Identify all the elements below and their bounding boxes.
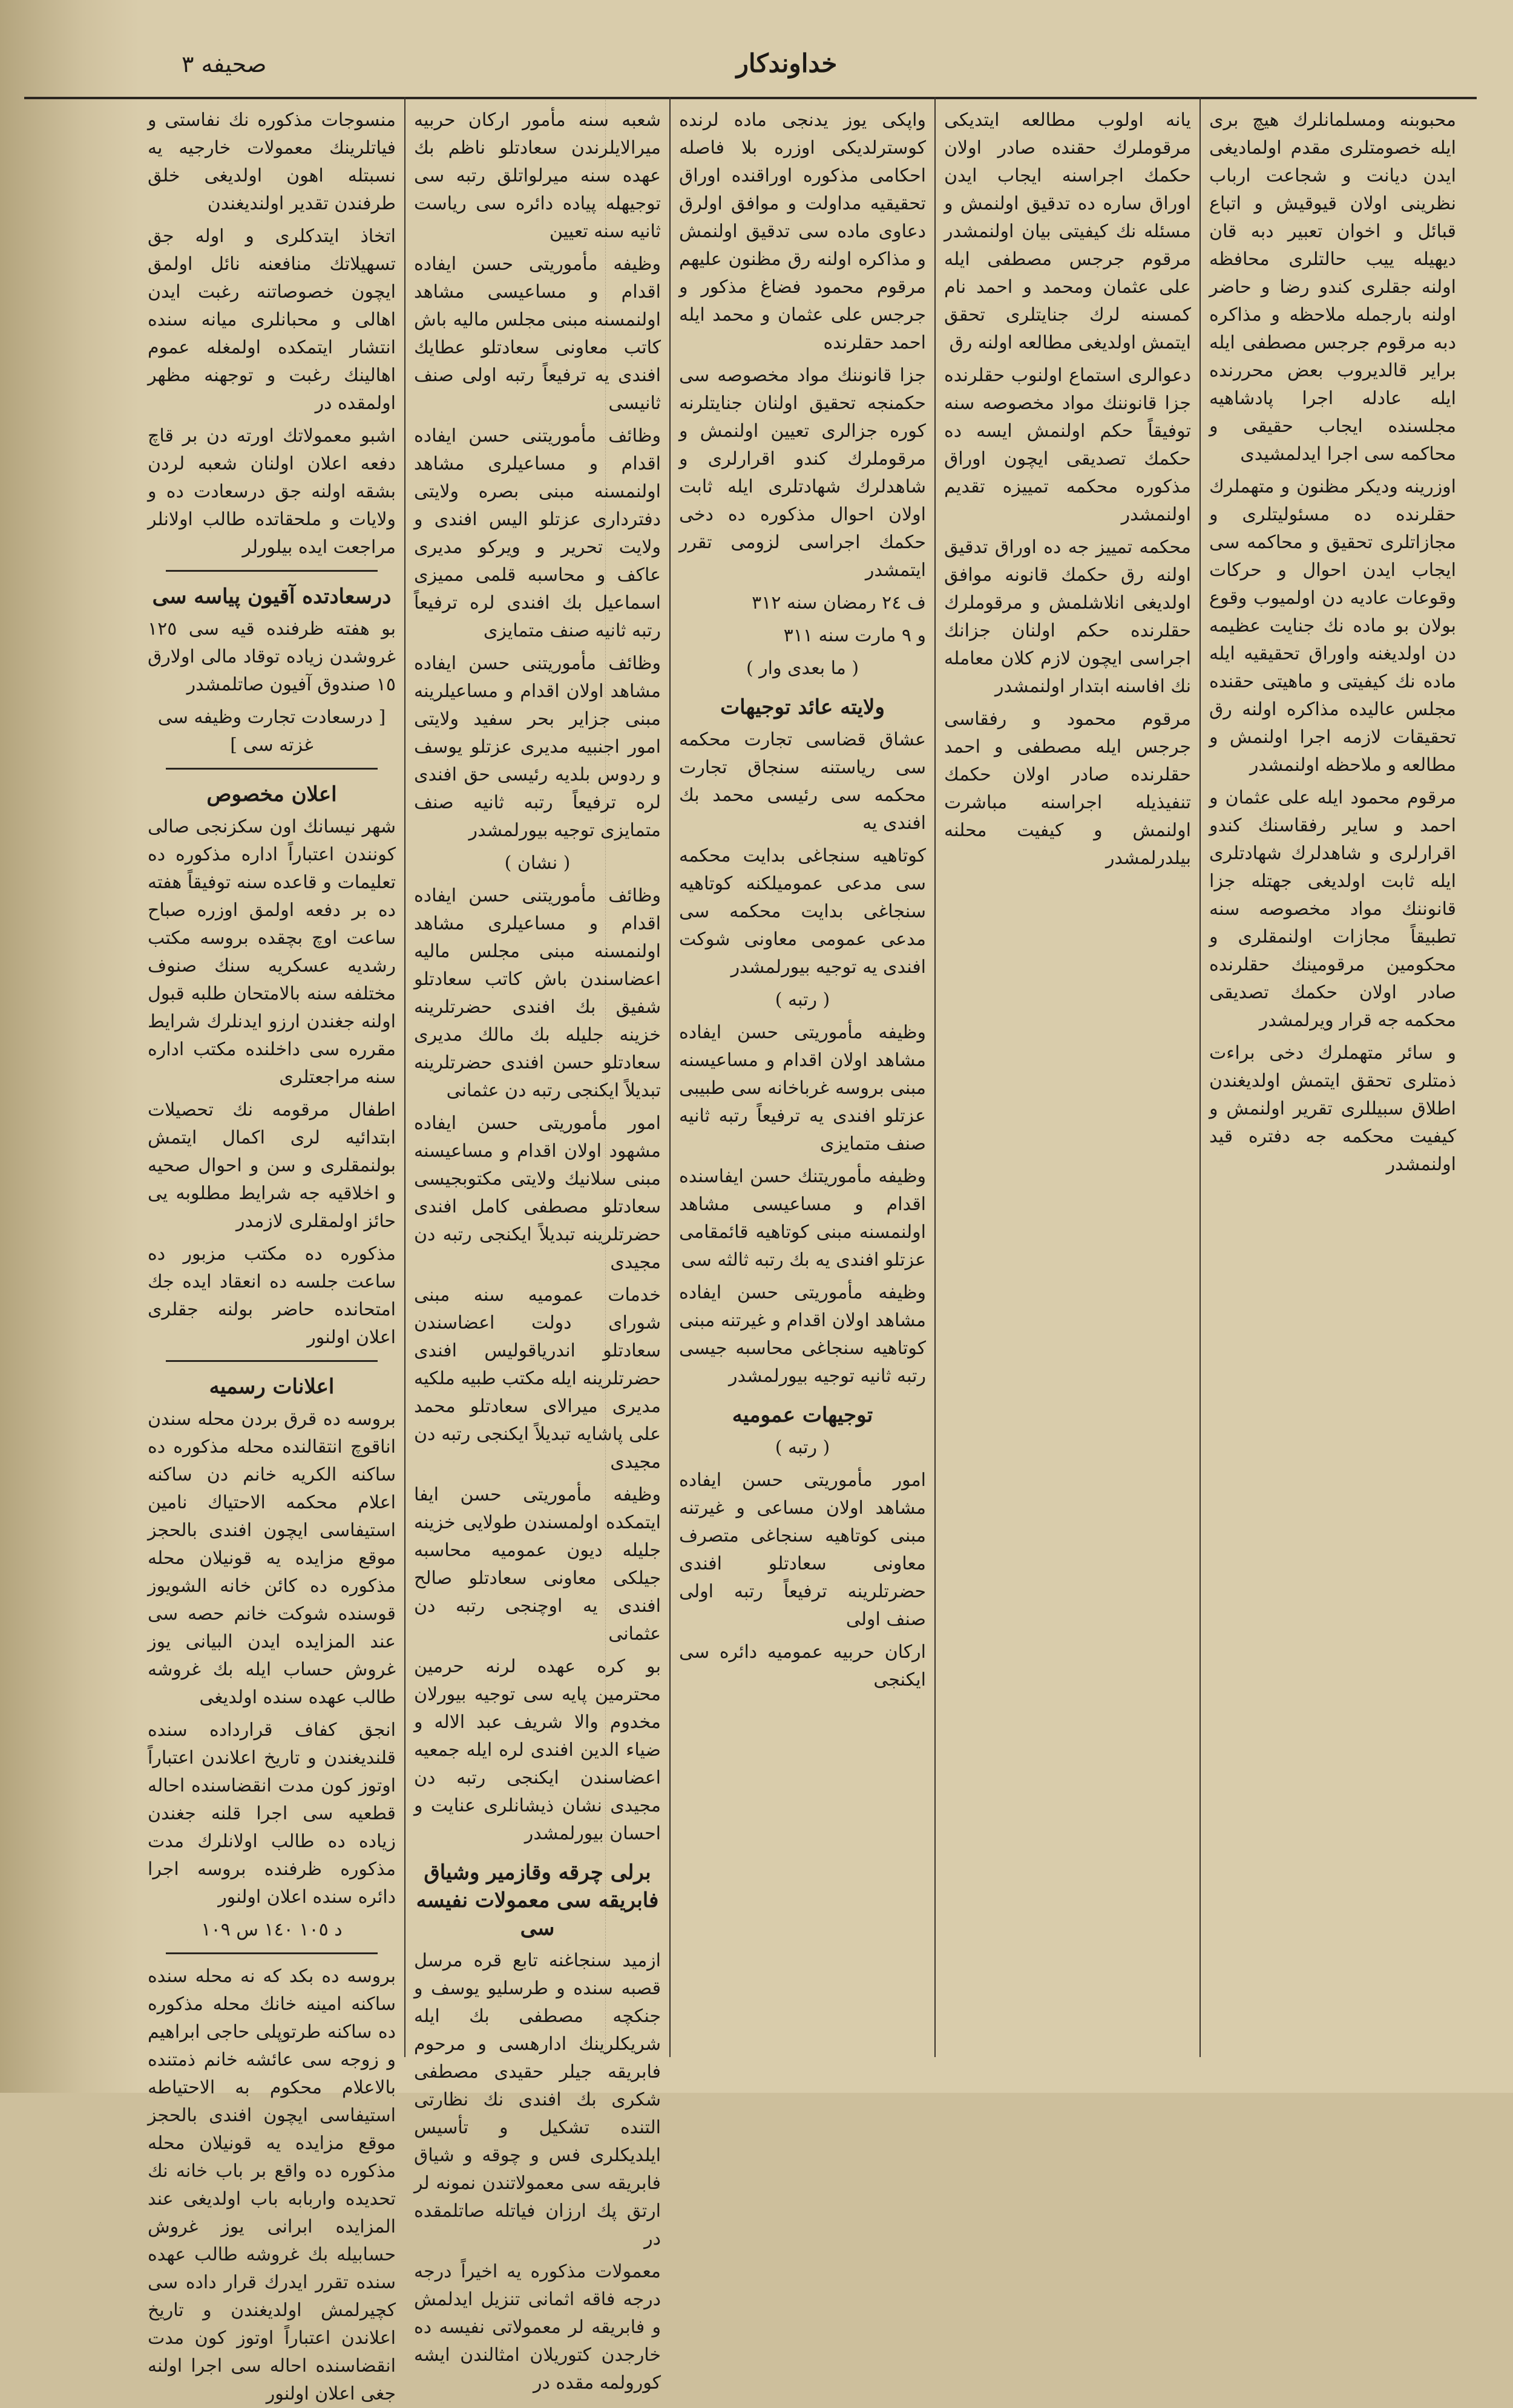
text-column-5 (139, 97, 404, 2404)
article-paragraph: انجق كفاف قرارداده سنده قلنديغندن و تاريخ اعلاندن اعتباراً اوتوز كون مدت انقضاسنده احاله قطعيه سى اجرا قلنه جغندن زياده ده طالب اولانلرك مدت مذكوره ظرفنده بروسه اجرا دائره سنده اعلان اولنور (148, 1719, 396, 1908)
section-subline: ( ما بعدى وار ) (746, 658, 859, 679)
section-heading: درسعادتده آقيون پياسه سى (152, 584, 392, 609)
article-paragraph: بو هفته ظرفنده قيه سى ١٢٥ غروشدن زياده توقاد مالى اولارق ١٥ صندوق آفيون صاتلمشدر (148, 618, 396, 695)
article-paragraph: وظائف مأموريتنى حسن ايفاده اقدام و مساعيلرى مشاهد اولنمسنه مبنى بصره ولايتى دفتردارى عزتلو اليس افندى و ولايت تحرير و ويركو مديرى عاكف و محاسبه قلمى مميزى اسماعيل بك افندى لره ترفيعاً رتبه ثانيه صنف متمايزى (414, 425, 661, 641)
article-paragraph: محبوبنه ومسلمانلرك هيچ برى ايله خصومتلرى مقدم اولماديغى ايدن ديانت و شجاعت ارباب نظرينى اولان قيوقيش و اتباع قبائل و اخوان تعبير دبه قان ديهيله ييب حالتلرى محافظه اولنه جقلرى كندو رضا و حاضر اولنه بارجمله ملاحظه و مذاكره دبه مرقوم جرجس مصطفى ايله براير قالديروب بعض محررنده ايله عادله اجرا پادشاهيه مجلسنده ايجاب حقيقى و محاكمه سى اجرا ايدلمشيدى (1209, 110, 1456, 465)
section-subline: ( رتبه ) (775, 989, 830, 1010)
section-subline: ( نشان ) (504, 852, 571, 874)
article-paragraph: وظائف مأموريتنى حسن ايفاده اقدام و مساعيلرى مشاهد اولنمسنه مبنى مجلس ماليه اعضاسندن باش كاتب سعادتلو شفيق بك افندى حضرتلرينه خزينه جليله بك مالك مديرى سعادتلو حسن افندى حضرتلرينه تبديلاً ايكنجى رتبه دن عثمانى (414, 885, 661, 1101)
section-heading: توجيهات عموميه (732, 1403, 873, 1427)
article-paragraph: كوتاهيه سنجاغى بدايت محكمه سى مدعى عموميلكنه كوتاهيه سنجاغى بدايت محكمه سى مدعى عمومى معاونى شوكت افندى يه توجيه بيورلمشدر (679, 845, 926, 978)
article-paragraph: اركان حربيه عموميه دائره سى ايكنجى (679, 1641, 926, 1690)
section-subline: ( رتبه ) (775, 1437, 830, 1458)
article-paragraph: بروسه ده قرق بردن محله سندن اناقوچ انتقالنده محله مذكوره ده ساكنه الكريه خانم دن ساكنه اعلام محكمه الاحتياك نامين استيفاسى ايچون افندى بالحجز موقع مزايده يه قونيلان محله مذكوره ده كائن خانه الشويوز قوسنده شوكت خانم حصه سى عند المزايده ايدن البيانى يوز غروش حساب ايله بك غروشه طالب عهده سنده اولديغى (148, 1408, 396, 1708)
section-heading: اعلان مخصوص (206, 782, 337, 806)
article-paragraph: ف ٢٤ رمضان سنه ٣١٢ (752, 592, 926, 613)
section-heading: اعلانات رسميه (209, 1375, 335, 1399)
article-paragraph: و سائر متهملرك دخى براءت ذمتلرى تحقق ايتمش اولديغندن اطلاق سبيللرى تقرير اولنمش و كيفيت محكمه جه دفتره قيد اولنمشدر (1209, 1042, 1456, 1175)
article-paragraph: بو كره عهده لرنه حرمين محترمين پايه سى توجيه بيورلان مخدوم والا شريف عبد الاله و ضياء الدين افندى لره ايله جمعيه اعضاسندن ايكنجى رتبه دن مجيدى نشان ذيشانلرى عنايت و احسان بيورلمشدر (414, 1656, 661, 1844)
article-paragraph: عشاق قضاسى تجارت محكمه سى رياستنه سنجاق تجارت محكمه سى رئيسى محمد بك افندى يه (679, 729, 926, 834)
section-divider (166, 1952, 378, 1954)
page-number: صحيفه ٣ (182, 51, 267, 77)
section-heading: ولايته عائد توجيهات (720, 695, 885, 719)
article-paragraph: وظائف مأموريتنى حسن ايفاده مشاهد اولان اقدام و مساعيلرينه مبنى جزاير بحر سفيد ولايتى امور اجنبيه مديرى عزتلو يوسف و ردوس بلديه رئيسى حق افندى لره ترفيعاً رتبه ثانيه صنف متمايزى توجيه بيورلمشدر (414, 653, 661, 841)
article-paragraph: اطفال مرقومه نك تحصيلات ابتدائيه لرى اكمال ايتمش بولنمقلرى و سن و احوال صحيه و اخلاقيه جه شرايط مطلوبه يى حائز اولمقلرى لازمدر (148, 1099, 396, 1232)
columns-container (139, 97, 1465, 2404)
article-paragraph: معمولات مذكوره يه اخيراً درجه درجه فاقه اثمانى تنزيل ايدلمش و فابريقه لر معمولاتى نفيسه ده خارجدن كتوريلان امثالندن ايشه كورولمه مقده در (414, 2261, 661, 2393)
article-paragraph: مرقوم محمود ايله على عثمان و احمد و ساير رفقاسنك كندو اقرارلرى و شاهدلرك شهادتلرى ايله ثابت اولديغى جهتله جزا قانوننك مواد مخصوصه سنه تطبيقاً مجازات اولنمقلرى و محكومين مرقومينك حقلرنده صادر اولان حكمك تصديقى محكمه جه قرار ويرلمشدر (1209, 787, 1456, 1031)
article-paragraph: شعبه سنه مأمور اركان حربيه ميرالايلرندن سعادتلو ناظم بك عهده سنه ميرلواتلق رتبه سى توجيهله پياده دائره سى رياست ثانيه سنه تعيين (414, 110, 661, 242)
page-header (24, 30, 1477, 99)
article-paragraph: مرقوم محمود و رفقاسى جرجس ايله مصطفى و احمد حقلرنده صادر اولان حكمك تنفيذيله اجراسنه مباشرت اولنمش و كيفيت محلنه بيلدرلمشدر (944, 708, 1191, 869)
masthead-title: خداوندكار (736, 48, 838, 78)
article-paragraph: محكمه تمييز جه ده اوراق تدقيق اولنه رق حكمك قانونه موافق اولديغى انلاشلمش و مرقوملرك حقلرنده حكم اولنان جزانك اجراسى ايچون لازم كلان معامله نك افاسنه ابتدار اولنمشدر (944, 537, 1191, 697)
article-paragraph: اتخاذ ايتدكلرى و اوله جق تسهيلاتك منافعنه نائل اولمق ايچون خصوصاتنه رغبت ايدن اهالى و محبانلرى ميانه سنده انتشار ايتمكده اولمغله عموم اهالينك رغبت و توجهنه مظهر اولمقده در (148, 226, 396, 414)
article-paragraph: اوزرينه وديكر مظنون و متهملرك حقلرنده ده مسئوليتلرى و مجازاتلرى تحقيق و محاكمه سى ايجاب ايدن احوال و حركات وقوعات عاديه دن اولميوب وقوع بولان بو ماده نك جنايت عظيمه دن اولديغنه واوراق تحقيقيه ايله ماده نك كيفيتى و ماهيتى حقنده مجلس عاليده مذاكره اولنه رق تحقيقات لازمه اجرا اولنمش و مطالعه و ملاحظه اولنمشدر (1209, 476, 1456, 776)
article-paragraph: واپكى يوز يدنجى ماده لرنده كوسترلديكى اوزره بلا فاصله احكامى مذكوره اوراقنده اوراق تحقيقيه مداولت و موافق اولرق دعاوى ماده سى تدقيق اولنمش و مذاكره اولنه رق مظنون عليهم مرقوم محمود فضاغ مذكور و جرجس على عثمان و محمد ايله احمد حقلرنده (679, 110, 926, 353)
article-paragraph: وظيفه مأموريتى حسن ايفاده مشاهد اولان اقدام و مساعيسنه مبنى بروسه غرباخانه سى طبيبى عزتلو افندى يه ترفيعاً رتبه ثانيه صنف متمايزى (679, 1022, 926, 1154)
section-heading: برلى چرقه وقازمير وشياق فابريقه سى معمولات نفيسه سى (416, 1860, 659, 1940)
article-paragraph: وظيفه مأموريتى حسن ايفاده اقدام و مساعيسى مشاهد اولنمسنه مبنى مجلس ماليه باش كاتب معاونى سعادتلو عطايك افندى يه ترفيعاً رتبه اولى صنف ثانيسى (414, 254, 661, 414)
page-edge-shadow (0, 0, 139, 2093)
article-paragraph: منسوجات مذكوره نك نفاستى و فياتلرينك معمولات خارجيه يه نسبتله اهون اولديغى خلق طرفندن تقدير اولنديغندن (148, 110, 396, 214)
text-column-1 (1200, 97, 1465, 2057)
article-paragraph: امور مأموريتى حسن ايفاده مشهود اولان اقدام و مساعيسنه مبنى سلانيك ولايتى مكتوبجيسى سعادتلو مصطفى كامل افندى حضرتلرينه تبديلاً ايكنجى رتبه دن مجيدى (414, 1113, 661, 1273)
article-paragraph: و ٩ مارت سنه ٣١١ (783, 625, 926, 646)
article-paragraph: شهر نيسانك اون سكزنجى صالى كونندن اعتباراً اداره مذكوره ده تعليمات و قاعده سنه توفيقاً هفته ده بر دفعه اولمق اوزره صباح ساعت اوچ بچقده بروسه مكتب رشديه عسكريه سنك صنوف مختلفه سنه بالامتحان طلبه قبول اولنه جغندن ارزو ايدنلرك شرايط مقرره سى داخلنده مكتب اداره سنه مراجعتلرى (148, 816, 396, 1088)
article-paragraph: امور مأموريتى حسن ايفاده مشاهد اولان مساعى و غيرتنه مبنى كوتاهيه سنجاغى متصرف معاونى سعادتلو افندى حضرتلرينه ترفيعاً رتبه اولى صنف اولى (679, 1470, 926, 1630)
article-paragraph: اشبو معمولاتك اورته دن بر قاچ دفعه اعلان اولنان شعبه لردن بشقه اولنه جق درسعادت ده و ولايات و ملحقاتده طالب اولانلر مراجعت ايده بيلورلر (148, 425, 396, 558)
article-paragraph: ازميد سنجاغنه تابع قره مرسل قصبه سنده و طرسليو يوسف و جنكچه مصطفى بك ايله شريكلرينك ادارهسى و مرحوم فابريقه جيلر حقيدى مصطفى شكرى بك افندى نك نظارتى التنده تشكيل و تأسيس ايلديكلرى فس و چوقه و شياق فابريقه سى معمولاتندن نمونه لر ارتق پك ارزان فياتله صاتلمقده در (414, 1950, 661, 2249)
article-paragraph: دعوالرى استماع اولنوب حقلرنده جزا قانوننك مواد مخصوصه سنه توفيقاً حكم اولنمش ايسه ده حكمك تصديقى ايچون اوراق مذكوره محكمه تمييزه تقديم اولنمشدر (944, 365, 1191, 525)
text-column-4 (404, 97, 669, 2393)
article-paragraph: بروسه ده بكد كه نه محله سنده ساكنه امينه خانك محله مذكوره ده ساكنه طرتوپلى حاجى ابراهيم و زوجه سى عائشه خانم ذمتنده بالاعلام محكوم به الاحتياطه استيفاسى ايچون افندى بالحجز موقع مزايده يه قونيلان محله مذكوره ده واقع بر باب خانه نك تحديده واربابه باب اولديغى عند المزايده ابرانى يوز غروش حسابيله بك غروشه طالب عهده سنده تقرر ايدرك قرار داده سى كچيرلمش اولديغندن و تاريخ اعلاندن اعتباراً اوتوز كون مدت انقضاسنده احاله سى اجرا اولنه جغى اعلان اولنور (148, 1966, 396, 2404)
article-paragraph: خدمات عموميه سنه مبنى شوراى دولت اعضاسندن سعادتلو اندرياقوليس افندى حضرتلرينه ايله مكتب طبيه ملكيه مديرى ميرالاى سعادتلو محمد على پاشايه تبديلاً ايكنجى رتبه دن مجيدى (414, 1284, 661, 1473)
article-paragraph: وظيفه مأموريتنك حسن ايفاسنده اقدام و مساعيسى مشاهد اولنمسنه مبنى كوتاهيه قائمقامى عزتلو افندى يه بك رتبه ثالثه سى (679, 1166, 926, 1271)
section-subline: د ١٠٥ ١٤٠ س ١٠٩ (201, 1919, 343, 1940)
text-column-2 (934, 97, 1200, 2057)
text-column-3 (669, 97, 934, 2057)
article-paragraph: وظيفه مأموريتى حسن ايفا ايتمكده اولمسندن طولايى خزينه جليله ديون عموميه محاسبه جيلكى معاونى سعادتلو صالح افندى يه اوچنجى رتبه دن عثمانى (414, 1484, 661, 1644)
article-paragraph: وظيفه مأموريتى حسن ايفاده مشاهد اولان اقدام و غيرتنه مبنى كوتاهيه سنجاغى محاسبه جيسى رتبه ثانيه توجيه بيورلمشدر (679, 1282, 926, 1387)
article-paragraph: جزا قانوننك مواد مخصوصه سى حكمنجه تحقيق اولنان جنايتلرنه كوره جزالرى تعيين اولنمش و مرقوملرك كندو اقرارلرى و شاهدلرك شهادتلرى ايله ثابت اولان احوال مذكوره ده دخى حكمك اجراسى لزومى تقرر ايتمشدر (679, 365, 926, 581)
article-paragraph: مذكوره ده مكتب مزبور ده ساعت جلسه ده انعقاد ايده جك امتحانده حاضر بولنه جقلرى اعلان اولنور (148, 1243, 396, 1348)
section-divider (166, 570, 378, 572)
section-divider (166, 768, 378, 770)
section-divider (166, 1360, 378, 1362)
article-paragraph: يانه اولوب مطالعه ايتديكى مرقوملرك حقنده صادر اولان حكمك اجراسنه ايجاب ايدن اوراق ساره ده تدقيق اولنمش و مسئله نك كيفيتى بيان اولنمشدر مرقوم جرجس مصطفى ايله على عثمان ومحمد و احمد نام كمسنه لرك جنايتلرى تحقق ايتمش اولديغى مطالعه اولنه رق (944, 110, 1191, 353)
section-subline: [ درسعادت تجارت وظيفه سى غزته سى ] (157, 707, 386, 756)
